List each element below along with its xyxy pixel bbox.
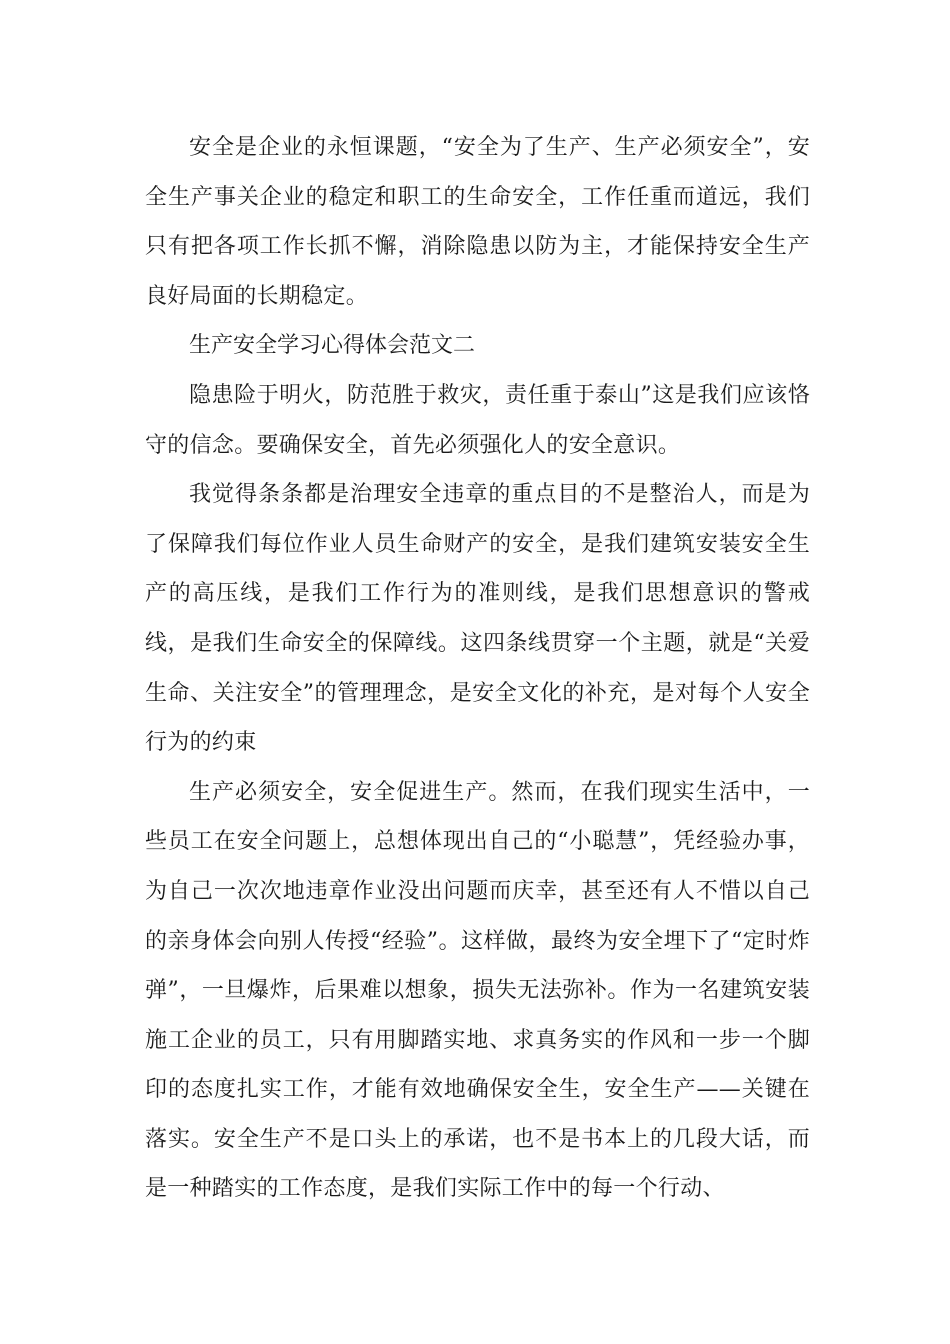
paragraph-4: 生产必须安全，安全促进生产。然而，在我们现实生活中，一些员工在安全问题上，总想体现出自己的“小聪慧”，凭经验办事，为自己一次次地违章作业没出问题而庆幸，甚至还有人不惜以自己的亲身体会向别人传授“经验”。这样做，最终为安全埋下了“定时炸弹”，一旦爆炸，后果难以想象，损失无法弥补。作为一名建筑安装施工企业的员工，只有用脚踏实地、求真务实的作风和一步一个脚印的态度扎实工作，才能有效地确保安全生，安全生产——关键在落实。安全生产不是口头上的承诺，也不是书本上的几段大话，而是一种踏实的工作态度，是我们实际工作中的每一个行动、	[145, 779, 810, 1202]
document-body	[145, 123, 810, 1214]
paragraph-1: 安全是企业的永恒课题，“安全为了生产、生产必须安全”，安全生产事关企业的稳定和职工的生命安全，工作任重而道远，我们只有把各项工作长抓不懈，消除隐患以防为主，才能保持安全生产良好局面的长期稳定。	[145, 135, 810, 309]
section-heading: 生产安全学习心得体会范文二	[189, 333, 476, 359]
paragraph-3: 我觉得条条都是治理安全违章的重点目的不是整治人，而是为了保障我们每位作业人员生命财产的安全，是我们建筑安装安全生产的高压线，是我们工作行为的准则线，是我们思想意识的警戒线，是我们生命安全的保障线。这四条线贯穿一个主题，就是“关爱生命、关注安全”的管理理念，是安全文化的补充，是对每个人安全行为的约束	[145, 482, 810, 756]
paragraph-2: 隐患险于明火，防范胜于救灾，责任重于泰山”这是我们应该恪守的信念。要确保安全，首先必须强化人的安全意识。	[145, 382, 810, 458]
